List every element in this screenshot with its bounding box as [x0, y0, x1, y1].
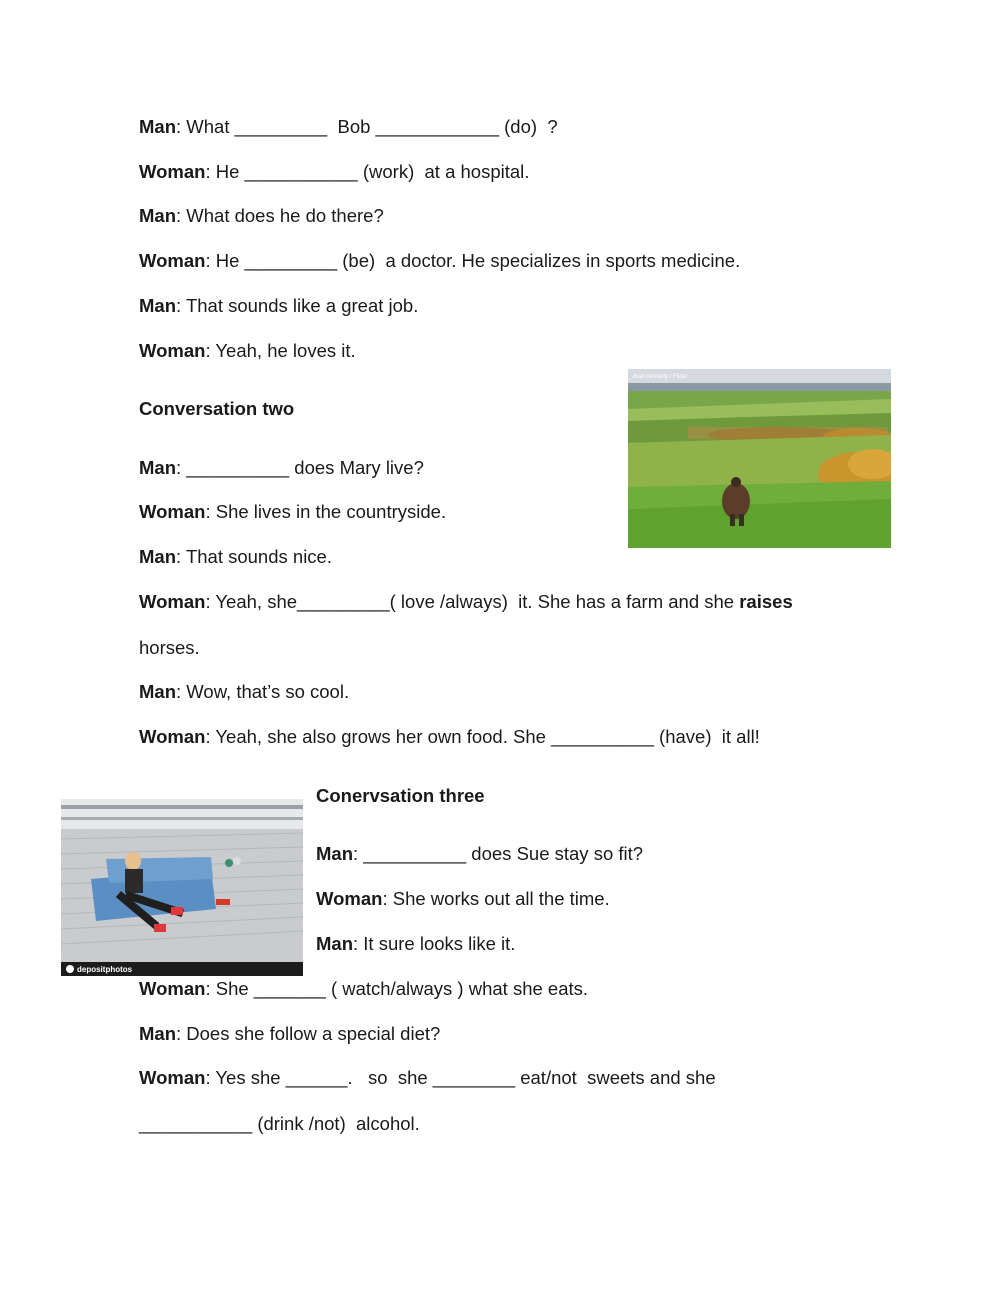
dialogue-text: horses. [139, 637, 200, 658]
speaker-label: Man [139, 116, 176, 137]
speaker-label: Woman [316, 888, 383, 909]
dialogue-line [139, 340, 356, 362]
photo-watermark: depositphotos [77, 965, 133, 974]
dialogue-text: : __________ does Sue stay so fit? [353, 843, 644, 864]
fitness-photo [61, 799, 303, 976]
speaker-label: Man [316, 933, 353, 954]
dialogue-text: : She lives in the countryside. [205, 501, 447, 522]
dialogue-line [139, 295, 418, 317]
speaker-label: Woman [139, 250, 206, 271]
speaker-label: Woman [139, 501, 206, 522]
dialogue-line [139, 116, 558, 138]
dialogue-text: : Yeah, she_________( love /always) it. She has a farm and she [205, 591, 740, 612]
speaker-label: Man [139, 295, 176, 316]
speaker-label: Man [139, 205, 176, 226]
dialogue-text: : She works out all the time. [382, 888, 610, 909]
dialogue-line [139, 250, 740, 272]
speaker-label: Man [139, 681, 176, 702]
dialogue-text: : That sounds like a great job. [176, 295, 419, 316]
speaker-label: Woman [139, 340, 206, 361]
dialogue-text: : What does he do there? [176, 205, 384, 226]
dialogue-line [139, 1067, 716, 1089]
dialogue-line [139, 546, 332, 568]
dialogue-text: : He ___________ (work) at a hospital. [205, 161, 530, 182]
speaker-label: Man [139, 1023, 176, 1044]
dialogue-line [139, 1023, 440, 1045]
speaker-label: Woman [139, 591, 206, 612]
speaker-label: Woman [139, 1067, 206, 1088]
dialogue-line [139, 205, 384, 227]
dialogue-text: : She _______ ( watch/always ) what she eats. [205, 978, 589, 999]
dialogue-line [139, 726, 760, 748]
dialogue-line [139, 161, 529, 183]
bold-word: raises [739, 591, 793, 612]
dialogue-line [316, 933, 515, 955]
countryside-photo [628, 369, 891, 548]
dialogue-text: : __________ does Mary live? [176, 457, 424, 478]
dialogue-text: : Yeah, she also grows her own food. She __________ (have) it all! [205, 726, 760, 747]
dialogue-line [139, 637, 200, 659]
speaker-label: Woman [139, 161, 206, 182]
dialogue-line [139, 1113, 420, 1135]
dialogue-text: : It sure looks like it. [353, 933, 516, 954]
dialogue-text: ___________ (drink /not) alcohol. [139, 1113, 420, 1134]
dialogue-text: : Yes she ______. so she ________ eat/not sweets and she [205, 1067, 716, 1088]
speaker-label: Woman [139, 978, 206, 999]
speaker-label: Man [316, 843, 353, 864]
conversation-two-heading: Conversation two [139, 398, 295, 419]
dialogue-text: : Wow, that’s so cool. [176, 681, 350, 702]
dialogue-text: : He _________ (be) a doctor. He specializes in sports medicine. [205, 250, 741, 271]
dialogue-text: : Yeah, he loves it. [205, 340, 356, 361]
dialogue-line [139, 457, 424, 479]
dialogue-line [139, 978, 588, 1000]
dialogue-line [139, 501, 446, 523]
dialogue-line [316, 888, 610, 910]
speaker-label: Man [139, 457, 176, 478]
dialogue-text: : What _________ Bob ____________ (do) ? [176, 116, 558, 137]
dialogue-line [316, 843, 643, 865]
dialogue-line [139, 591, 793, 613]
speaker-label: Woman [139, 726, 206, 747]
dialogue-text: : Does she follow a special diet? [176, 1023, 441, 1044]
speaker-label: Man [139, 546, 176, 567]
dialogue-line [139, 681, 349, 703]
photo-caption: Jean dematty / Flickr [632, 374, 688, 380]
conversation-three-heading: Conervsation three [316, 785, 485, 806]
dialogue-text: : That sounds nice. [176, 546, 332, 567]
